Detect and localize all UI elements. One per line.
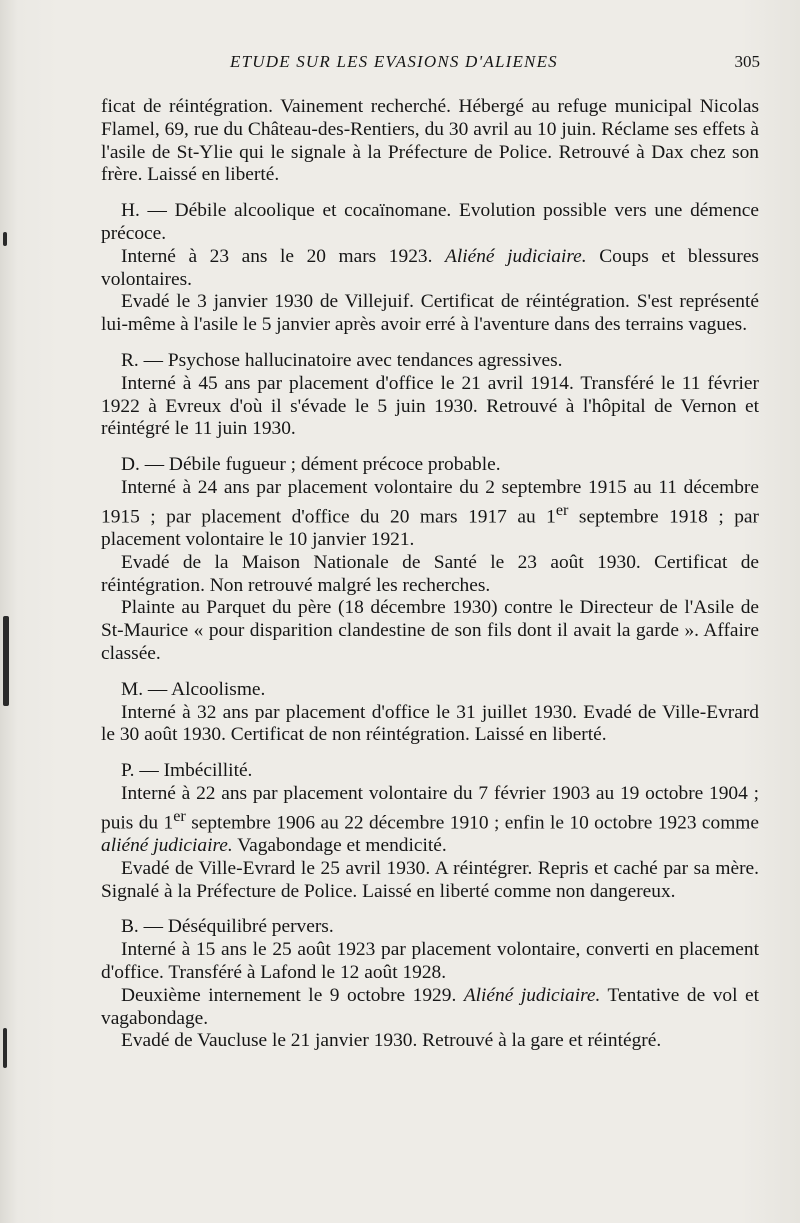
paragraph: Interné à 24 ans par placement volontaire du 2 septembre 1915 au 11 décembre 1915 ; par placement d'office du 20 mars 1917 au 1er septembre 1918 ; par placement volontaire le 10 janvier 1921.: [101, 476, 759, 551]
case-heading: M. — Alcoolisme.: [121, 678, 266, 700]
paragraph: Interné à 45 ans par placement d'office le 21 avril 1914. Transféré le 11 février 1922 à Evreux d'où il s'évade le 5 juin 1930. Retrouvé à l'hôpital de Vernon et réintégré le 11 juin 1930.: [101, 372, 759, 440]
case-heading: P. — Imbécillité.: [121, 760, 253, 782]
paragraph: Interné à 15 ans le 25 août 1923 par placement volontaire, converti en placement d'office. Transféré à Lafond le 12 août 1928.: [101, 939, 759, 984]
case-entry-r: [101, 350, 759, 441]
case-heading: D. — Débile fugueur ; dément précoce probable.: [121, 454, 501, 476]
paragraph: Deuxième internement le 9 octobre 1929. Aliéné judiciaire. Tentative de vol et vagabondage.: [101, 984, 759, 1029]
case-entry-b: [101, 916, 759, 1053]
paragraph: Evadé le 3 janvier 1930 de Villejuif. Certificat de réintégration. S'est représenté lui-même à l'asile le 5 janvier après avoir erré à l'aventure dans des terrains vagues.: [101, 291, 759, 336]
paragraph: Plainte au Parquet du père (18 décembre 1930) contre le Directeur de l'Asile de St-Maurice « pour disparition clandestine de son fils dont il avait la garde ». Affaire classée.: [101, 597, 759, 664]
paragraph: Evadé de Ville-Evrard le 25 avril 1930. A réintégrer. Repris et caché par sa mère. Signalé à la Préfecture de Police. Laissé en liberté comme non dangereux.: [101, 857, 759, 902]
paragraph: Interné à 32 ans par placement d'office le 31 juillet 1930. Evadé de Ville-Evrard le 30 août 1930. Certificat de non réintégration. Laissé en liberté.: [101, 701, 759, 746]
page-header: [100, 52, 760, 74]
paragraph: ficat de réintégration. Vainement recherché. Hébergé au refuge municipal Nicolas Flamel, 69, rue du Château-des-Rentiers, du 30 avril au 10 juin. Réclame ses effets à l'asile de St-Ylie qui le signale à la Préfecture de Police. Retrouvé à Dax chez son frère. Laissé en liberté.: [101, 96, 759, 186]
case-entry-p: [101, 760, 759, 903]
margin-mark: [3, 616, 9, 706]
case-entry-d: [101, 454, 759, 666]
page-number: 305: [734, 52, 760, 71]
intro-continuation: [101, 96, 759, 187]
case-heading: R. — Psychose hallucinatoire avec tendances agressives.: [121, 349, 563, 371]
margin-mark: [3, 1028, 7, 1068]
margin-mark: [3, 232, 7, 246]
paragraph: Interné à 23 ans le 20 mars 1923. Aliéné judiciaire. Coups et blessures volontaires.: [101, 245, 759, 290]
case-heading: H. — Débile alcoolique et cocaïnomane. Evolution possible vers une démence précoce.: [101, 200, 759, 244]
body-text: [101, 96, 759, 1053]
case-entry-m: [101, 679, 759, 747]
case-entry-h: [101, 200, 759, 337]
case-heading: B. — Déséquilibré pervers.: [121, 916, 334, 938]
running-title: ETUDE SUR LES EVASIONS D'ALIENES: [230, 52, 558, 71]
paragraph: Evadé de Vaucluse le 21 janvier 1930. Retrouvé à la gare et réintégré.: [121, 1030, 662, 1052]
paragraph: Interné à 22 ans par placement volontaire du 7 février 1903 au 19 octobre 1904 ; puis du 1er septembre 1906 au 22 décembre 1910 ; enfin le 10 octobre 1923 comme aliéné judiciaire. Vagabondage et mendicité.: [101, 782, 759, 857]
paragraph: Evadé de la Maison Nationale de Santé le 23 août 1930. Certificat de réintégration. Non retrouvé malgré les recherches.: [101, 551, 759, 596]
